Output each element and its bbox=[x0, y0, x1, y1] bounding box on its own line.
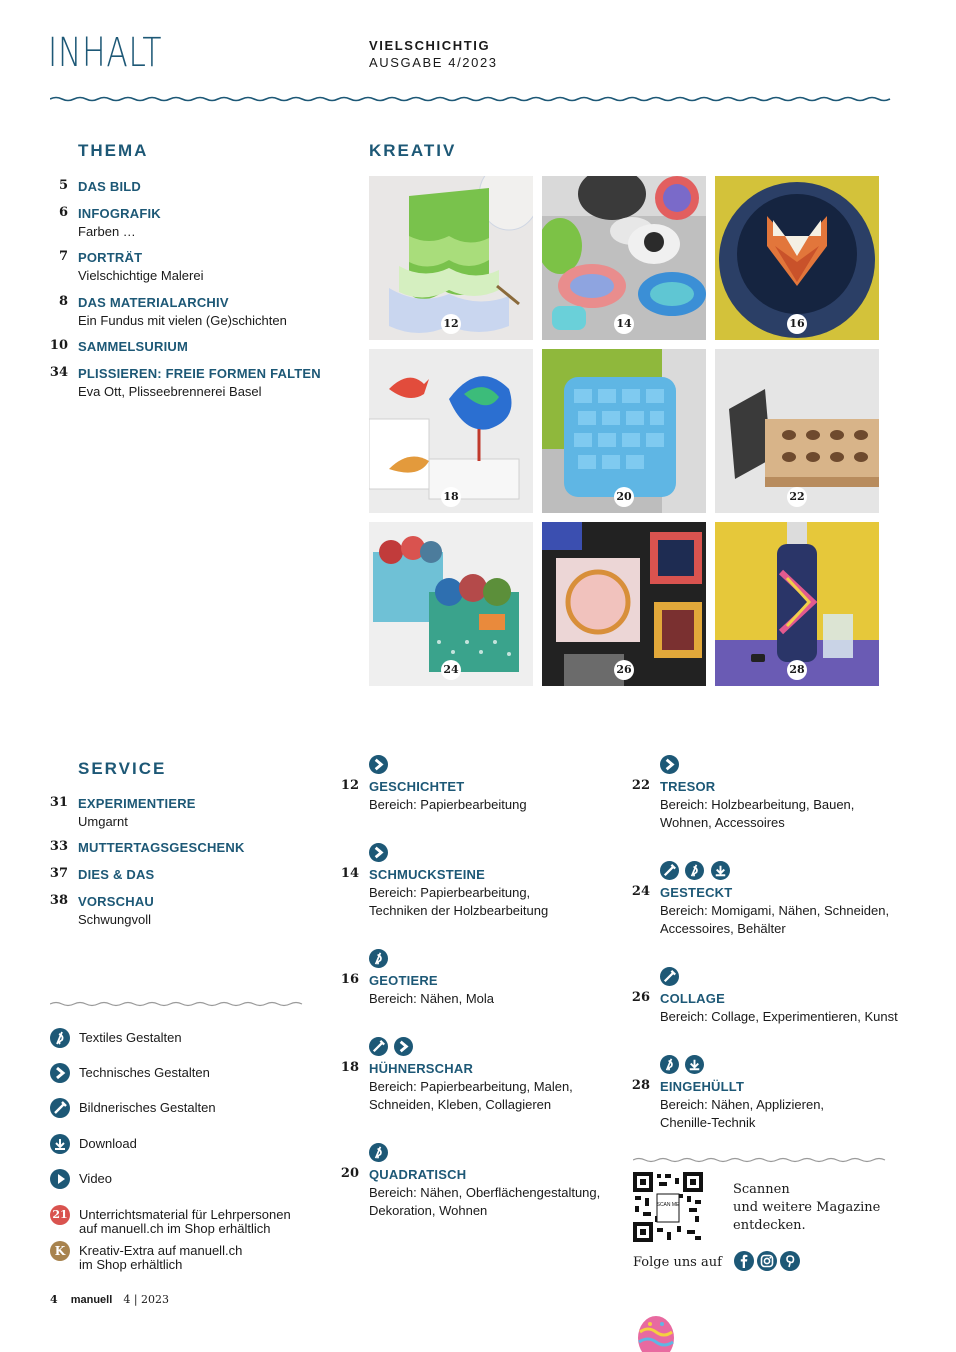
toc-subtitle: Bereich: Momigami, Nähen, Schneiden, bbox=[660, 903, 890, 918]
qr-caption-line: entdecken. bbox=[733, 1218, 806, 1233]
toc-heading: SAMMELSURIUM bbox=[78, 339, 189, 354]
toc-page-number: 24 bbox=[631, 884, 650, 899]
article-category-icons bbox=[369, 1143, 390, 1163]
facebook-icon[interactable] bbox=[734, 1251, 754, 1271]
legend-divider bbox=[50, 998, 310, 1010]
legend-item bbox=[50, 1028, 182, 1050]
toc-heading: GESTECKT bbox=[660, 885, 733, 900]
badge-k-icon: K bbox=[50, 1241, 70, 1261]
toc-heading: DIES & DAS bbox=[78, 867, 155, 882]
toc-subtitle: Bereich: Papierbearbeitung bbox=[369, 797, 527, 812]
thumb-page-badge: 12 bbox=[441, 314, 461, 334]
toc-page-number: 7 bbox=[58, 249, 68, 264]
thumb-page-badge: 24 bbox=[441, 660, 461, 680]
toc-subtitle: Bereich: Nähen, Mola bbox=[369, 991, 495, 1006]
legend-label: Video bbox=[79, 1171, 113, 1186]
qr-inner-label: SCAN ME bbox=[656, 1202, 680, 1208]
legend-label: auf manuell.ch im Shop erhältlich bbox=[79, 1221, 271, 1236]
issue-kicker: VIELSCHICHTIG bbox=[369, 38, 491, 53]
toc-subtitle: Bereich: Papierbearbeitung, bbox=[369, 885, 531, 900]
article-category-icons bbox=[660, 755, 681, 775]
toc-heading: QUADRATISCH bbox=[369, 1167, 467, 1182]
thumb-wooden-box[interactable] bbox=[715, 349, 879, 513]
toc-entry[interactable] bbox=[58, 178, 368, 196]
toc-subtitle: Eva Ott, Plisseebrennerei Basel bbox=[78, 384, 262, 399]
toc-entry[interactable] bbox=[58, 294, 368, 330]
toc-subtitle: Vielschichtige Malerei bbox=[78, 268, 204, 283]
article-category-icons bbox=[369, 949, 390, 969]
qr-caption-line: und weitere Magazine bbox=[733, 1200, 881, 1215]
toc-subtitle: Bereich: Papierbearbeitung, Malen, bbox=[369, 1079, 573, 1094]
qr-divider bbox=[633, 1154, 895, 1166]
technisches-gestalten-icon bbox=[660, 755, 679, 774]
textiles-gestalten-icon bbox=[660, 1055, 679, 1074]
legend-item bbox=[50, 1098, 216, 1120]
toc-subtitle: Bereich: Holzbearbeitung, Bauen, bbox=[660, 797, 855, 812]
section-title-thema: THEMA bbox=[78, 141, 149, 160]
technisches-gestalten-icon bbox=[394, 1037, 413, 1056]
toc-subtitle: Schneiden, Kleben, Collagieren bbox=[369, 1097, 552, 1112]
toc-page-number: 14 bbox=[340, 866, 359, 881]
header-divider bbox=[50, 92, 906, 106]
toc-heading: COLLAGE bbox=[660, 991, 725, 1006]
toc-heading: GEOTIERE bbox=[369, 973, 438, 988]
thumb-page-badge: 14 bbox=[614, 314, 634, 334]
textiles-gestalten-icon bbox=[369, 1143, 388, 1162]
page-footer bbox=[50, 1293, 169, 1306]
toc-entry[interactable] bbox=[49, 839, 368, 857]
toc-page-number: 22 bbox=[631, 778, 650, 793]
legend-label: Bildnerisches Gestalten bbox=[79, 1100, 216, 1115]
toc-heading: MUTTERTAGSGESCHENK bbox=[78, 840, 245, 855]
toc-heading: GESCHICHTET bbox=[369, 779, 465, 794]
toc-page-number: 34 bbox=[49, 365, 68, 380]
toc-page-number: 6 bbox=[58, 205, 68, 220]
legend-label: Kreativ-Extra auf manuell.ch bbox=[79, 1243, 243, 1258]
toc-subtitle: Farben … bbox=[78, 224, 136, 239]
technisches-gestalten-icon bbox=[369, 755, 388, 774]
toc-subtitle: Accessoires, Behälter bbox=[660, 921, 786, 936]
toc-page-number: 26 bbox=[631, 990, 650, 1005]
toc-page-number: 28 bbox=[631, 1078, 650, 1093]
toc-page-number: 18 bbox=[340, 1060, 359, 1075]
thumb-blue-cushion[interactable] bbox=[542, 349, 706, 513]
toc-entry[interactable] bbox=[49, 866, 368, 884]
footer-issue: 4 | 2023 bbox=[123, 1293, 170, 1306]
qr-code[interactable] bbox=[633, 1172, 703, 1242]
legend-item bbox=[50, 1063, 210, 1085]
textiles-gestalten-icon bbox=[50, 1028, 70, 1048]
bildnerisches-gestalten-icon bbox=[660, 861, 679, 880]
download-icon bbox=[711, 861, 730, 880]
toc-page-number: 31 bbox=[49, 795, 68, 810]
thumb-page-badge: 22 bbox=[787, 487, 807, 507]
toc-page-number: 37 bbox=[49, 866, 68, 881]
download-icon bbox=[50, 1134, 70, 1154]
toc-heading: PLISSIEREN: FREIE FORMEN FALTEN bbox=[78, 366, 321, 381]
article-category-icons bbox=[660, 967, 681, 987]
toc-entry[interactable] bbox=[58, 205, 368, 241]
page-title: INHALT bbox=[48, 30, 163, 76]
textiles-gestalten-icon bbox=[369, 949, 388, 968]
badge-21-icon: 21 bbox=[50, 1205, 70, 1225]
toc-heading: EINGEHÜLLT bbox=[660, 1079, 745, 1094]
instagram-icon[interactable] bbox=[757, 1251, 777, 1271]
toc-subtitle: Bereich: Collage, Experimentieren, Kunst bbox=[660, 1009, 898, 1024]
technisches-gestalten-icon bbox=[369, 843, 388, 862]
toc-subtitle: Bereich: Nähen, Applizieren, bbox=[660, 1097, 825, 1112]
toc-subtitle: Dekoration, Wohnen bbox=[369, 1203, 488, 1218]
toc-page-number: 8 bbox=[58, 294, 68, 309]
toc-heading: SCHMUCKSTEINE bbox=[369, 867, 485, 882]
thumb-page-badge: 16 bbox=[787, 314, 807, 334]
footer-page-number: 4 bbox=[50, 1293, 58, 1306]
toc-subtitle: Bereich: Nähen, Oberflächengestaltung, bbox=[369, 1185, 601, 1200]
article-category-icons bbox=[660, 1055, 706, 1075]
toc-page-number: 10 bbox=[49, 338, 68, 353]
legend-item bbox=[50, 1134, 137, 1156]
toc-heading: TRESOR bbox=[660, 779, 716, 794]
legend-label: Download bbox=[79, 1136, 137, 1151]
follow-label: Folge uns auf bbox=[633, 1255, 722, 1270]
toc-subtitle: Umgarnt bbox=[78, 814, 128, 829]
toc-entry[interactable] bbox=[58, 249, 368, 285]
toc-entry[interactable] bbox=[49, 338, 368, 356]
article-category-icons bbox=[660, 861, 732, 881]
article-category-icons bbox=[369, 755, 390, 775]
section-title-kreativ: KREATIV bbox=[369, 141, 457, 160]
toc-heading: PORTRÄT bbox=[78, 250, 143, 265]
qr-caption-line: Scannen bbox=[733, 1182, 790, 1197]
thumb-page-badge: 26 bbox=[614, 660, 634, 680]
easter-egg-decoration bbox=[636, 1314, 676, 1352]
toc-page-number: 12 bbox=[340, 778, 359, 793]
thumb-page-badge: 18 bbox=[441, 487, 461, 507]
thumb-stone-pendants[interactable] bbox=[542, 176, 706, 340]
video-play-icon bbox=[50, 1169, 70, 1189]
footer-brand: manuell bbox=[70, 1294, 113, 1306]
toc-entry[interactable] bbox=[49, 893, 368, 929]
bildnerisches-gestalten-icon bbox=[369, 1037, 388, 1056]
issue-number: AUSGABE 4/2023 bbox=[369, 55, 498, 70]
legend-label: Unterrichtsmaterial für Lehrpersonen bbox=[79, 1207, 291, 1222]
legend-label: im Shop erhältlich bbox=[79, 1257, 183, 1272]
thumb-paper-birds[interactable] bbox=[369, 349, 533, 513]
thumb-paper-waves[interactable] bbox=[369, 176, 533, 340]
bildnerisches-gestalten-icon bbox=[50, 1098, 70, 1118]
legend-label: Textiles Gestalten bbox=[79, 1030, 182, 1045]
thumb-fabric-baskets[interactable] bbox=[369, 522, 533, 686]
thumb-collage[interactable] bbox=[542, 522, 706, 686]
toc-entry[interactable] bbox=[49, 795, 368, 831]
toc-page-number: 38 bbox=[49, 893, 68, 908]
thumb-bottle-cover[interactable] bbox=[715, 522, 879, 686]
toc-subtitle: Chenille-Technik bbox=[660, 1115, 756, 1130]
toc-entry[interactable] bbox=[49, 365, 368, 401]
toc-heading: HÜHNERSCHAR bbox=[369, 1061, 474, 1076]
article-category-icons bbox=[369, 1037, 415, 1057]
article-category-icons bbox=[369, 843, 390, 863]
toc-heading: DAS BILD bbox=[78, 179, 141, 194]
toc-subtitle: Schwungvoll bbox=[78, 912, 151, 927]
thumb-page-badge: 20 bbox=[614, 487, 634, 507]
textiles-gestalten-icon bbox=[685, 861, 704, 880]
technisches-gestalten-icon bbox=[50, 1063, 70, 1083]
toc-subtitle: Wohnen, Accessoires bbox=[660, 815, 785, 830]
toc-heading: VORSCHAU bbox=[78, 894, 154, 909]
bildnerisches-gestalten-icon bbox=[660, 967, 679, 986]
qr-caption bbox=[733, 1181, 880, 1235]
section-title-service: SERVICE bbox=[78, 759, 167, 778]
toc-page-number: 33 bbox=[49, 839, 68, 854]
thumb-fox-coaster[interactable] bbox=[715, 176, 879, 340]
toc-heading: INFOGRAFIK bbox=[78, 206, 161, 221]
toc-subtitle: Techniken der Holzbearbeitung bbox=[369, 903, 549, 918]
toc-page-number: 16 bbox=[340, 972, 359, 987]
legend-label: Technisches Gestalten bbox=[79, 1065, 210, 1080]
toc-page-number: 20 bbox=[340, 1166, 359, 1181]
thumb-page-badge: 28 bbox=[787, 660, 807, 680]
download-icon bbox=[685, 1055, 704, 1074]
toc-page-number: 5 bbox=[58, 178, 68, 193]
toc-subtitle: Ein Fundus mit vielen (Ge)schichten bbox=[78, 313, 287, 328]
toc-heading: EXPERIMENTIERE bbox=[78, 796, 196, 811]
toc-heading: DAS MATERIALARCHIV bbox=[78, 295, 229, 310]
pinterest-icon[interactable] bbox=[780, 1251, 800, 1271]
legend-item bbox=[50, 1169, 113, 1191]
